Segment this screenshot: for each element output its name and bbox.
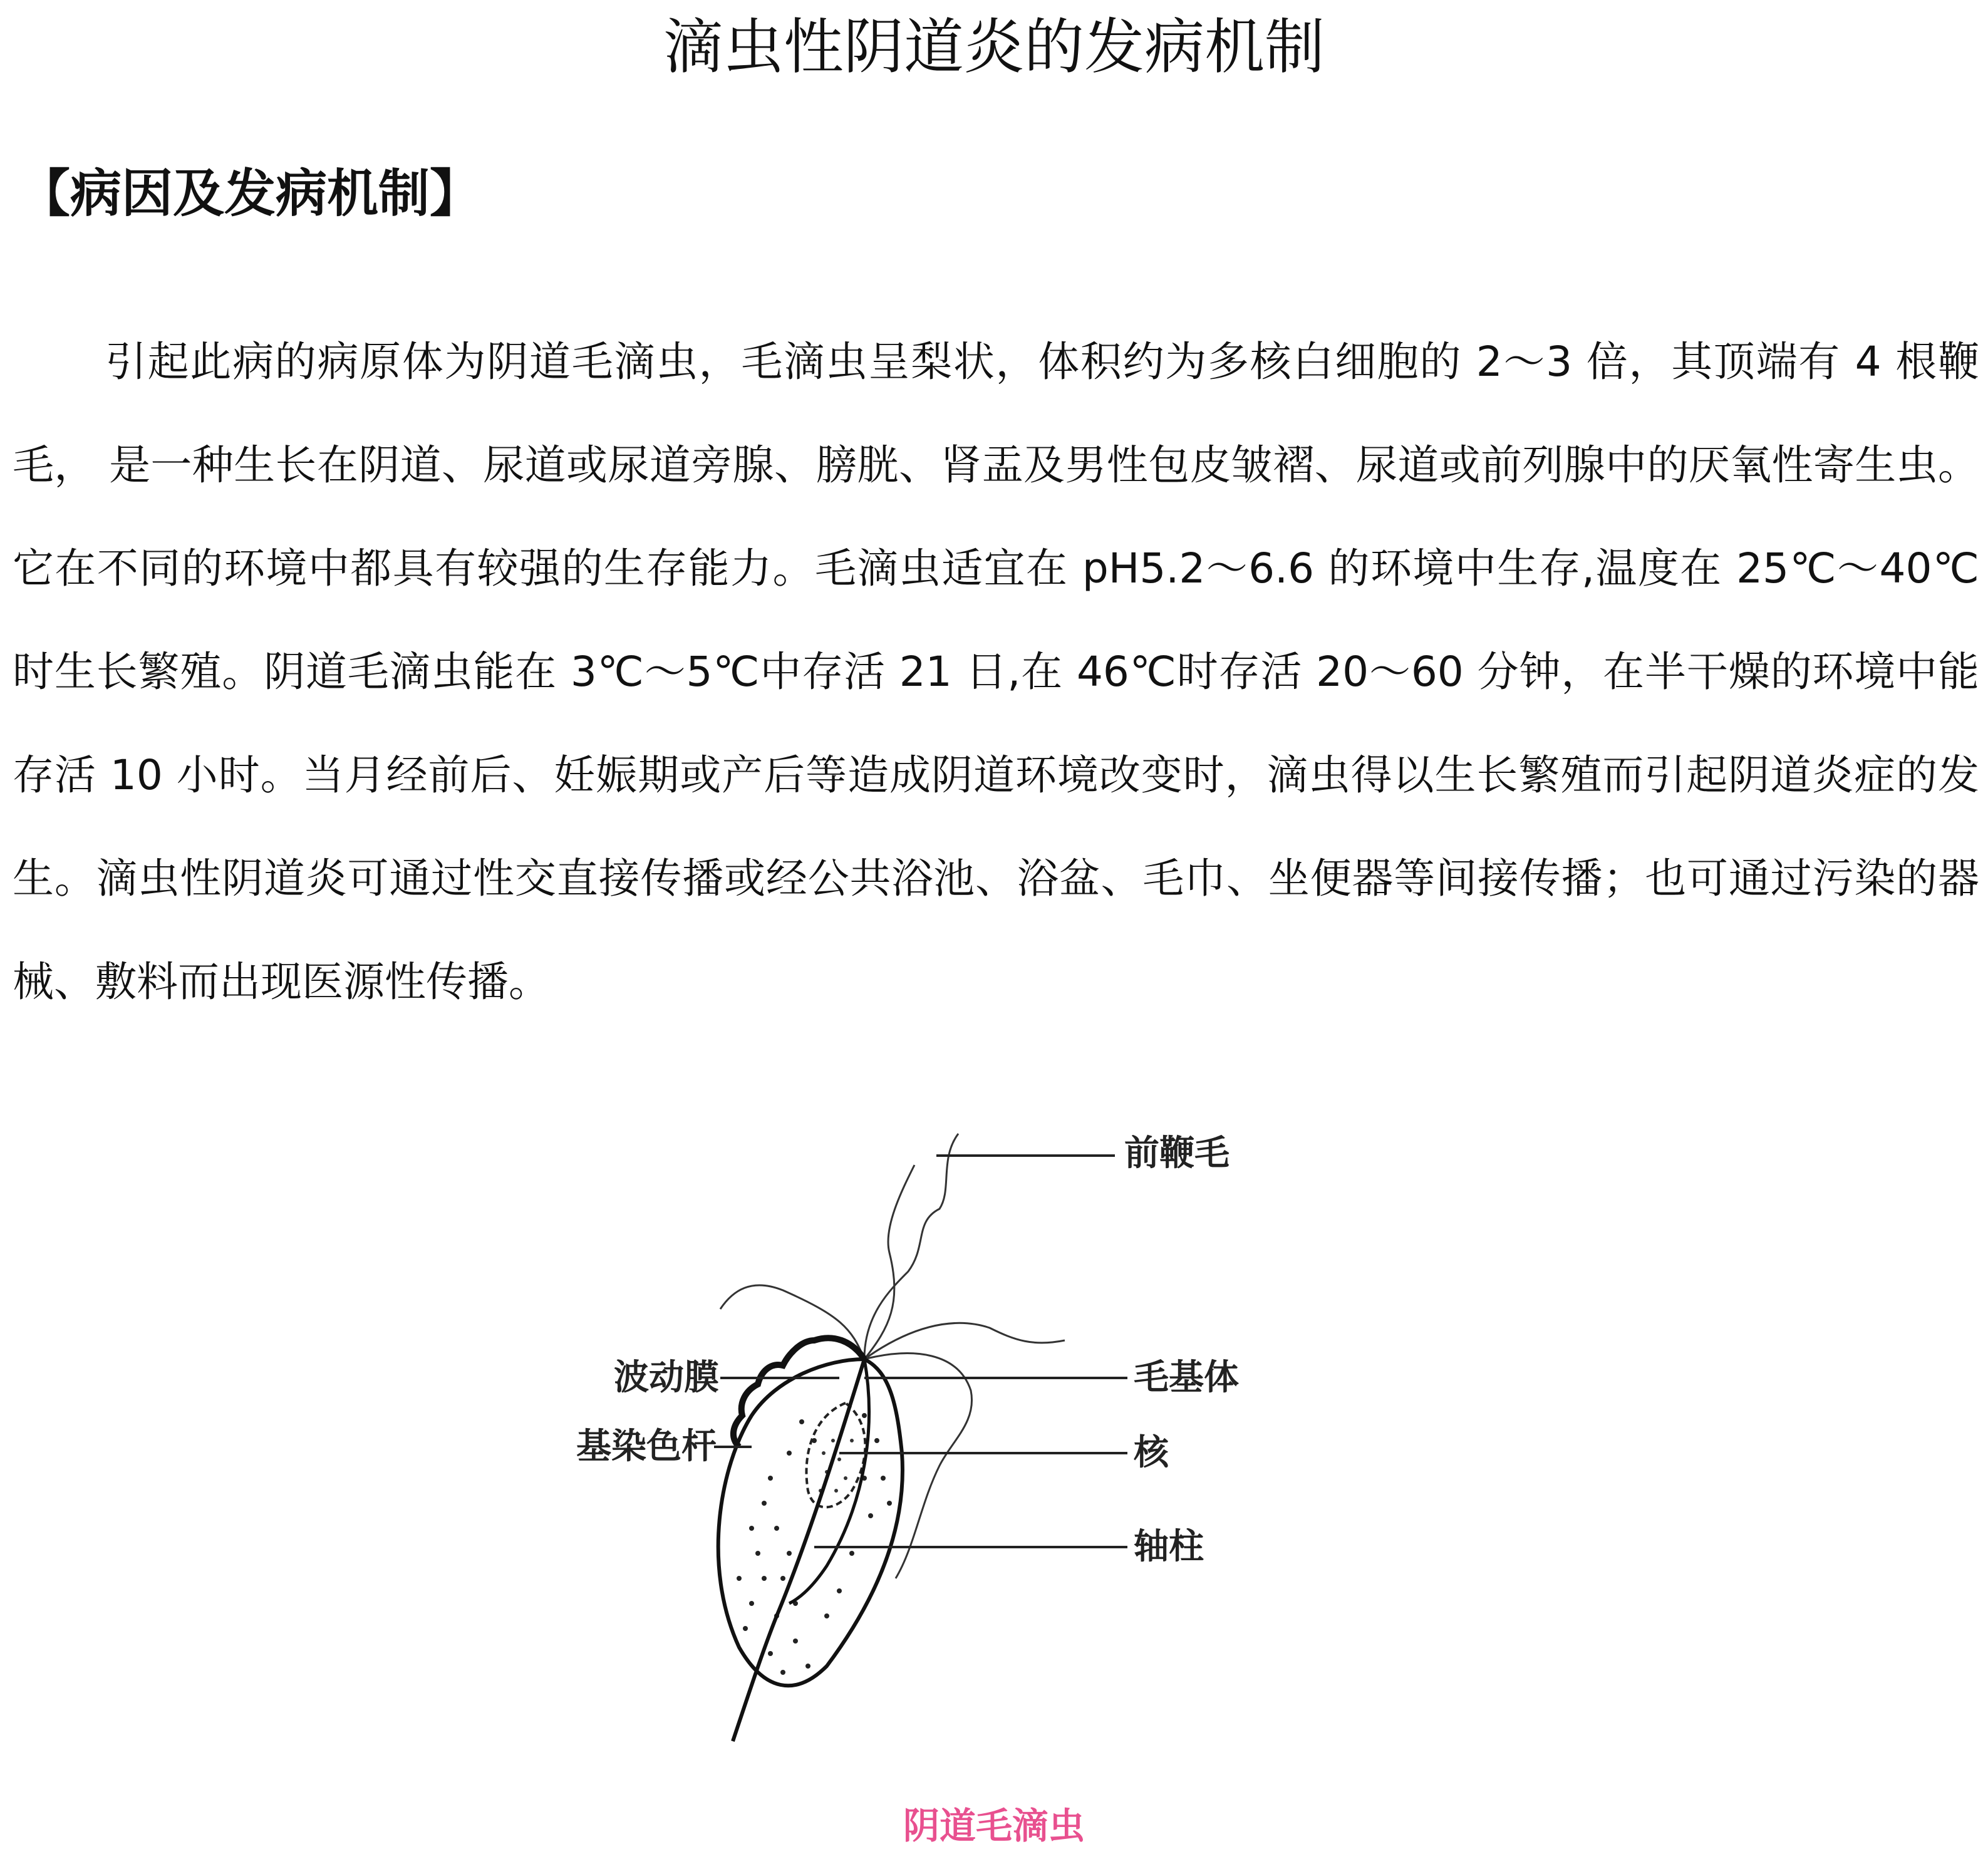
label-costa: 基染色杆 — [576, 1426, 717, 1467]
section-heading: 【病因及发病机制】 — [19, 164, 482, 224]
label-undulating-membrane: 波动膜 — [614, 1357, 719, 1398]
figure-caption: 阴道毛滴虫 — [903, 1804, 1085, 1847]
document-title: 滴虫性阴道炎的发病机制 — [663, 12, 1325, 82]
label-basal-body: 毛基体 — [1134, 1357, 1239, 1398]
body-paragraph: 引起此病的病原体为阴道毛滴虫，毛滴虫呈梨状，体积约为多核白细胞的 2～3 倍，其顶端有 4 根鞭毛， 是一种生长在阴道、尿道或尿道旁腺、膀胱、肾盂及男性包皮皱褶、尿道或前列腺中的厌氧性寄生虫。它在不同的环境中都具有较强的生存能力。毛滴虫适宜在 pH5.2～6.6 的环境中生存,温度在 25℃～40℃时生长繁殖。阴道毛滴虫能在 3℃～5℃中存活 21 日,在 46℃时存活 20～60 分钟，在半干燥的环境中能存活 10 小时。当月经前后、妊娠期或产后等造成阴道环境改变时，滴虫得以生长繁殖而引起阴道炎症的发生。滴虫性阴道炎可通过性交直接传播或经公共浴池、浴盆、毛巾、坐便器等间接传播；也可通过污染的器械、敷料而出现医源性传播。 — [13, 338, 1979, 1006]
trichomonas-drawing — [514, 1065, 1390, 1779]
label-anterior-flagella: 前鞭毛 — [1124, 1133, 1230, 1174]
trichomonas-diagram — [514, 1065, 1390, 1779]
label-axostyle: 轴柱 — [1134, 1526, 1204, 1567]
label-nucleus: 核 — [1134, 1432, 1169, 1473]
